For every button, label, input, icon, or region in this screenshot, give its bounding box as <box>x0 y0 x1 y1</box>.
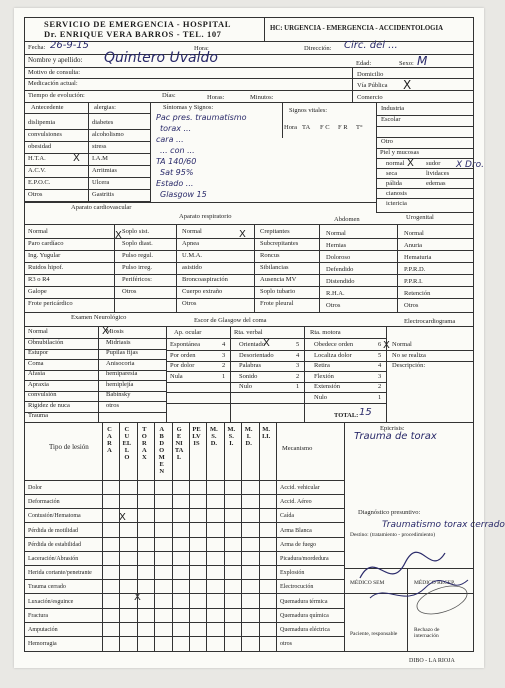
urog-item: Retención <box>404 290 431 297</box>
sintomas-note: Glasgow 15 <box>160 190 207 199</box>
antecedente-item: A.C.V. <box>28 167 46 174</box>
motivo-label: Motivo de consulta: <box>28 69 80 76</box>
row-rule <box>24 153 150 154</box>
glasgow-score: 2 <box>378 383 382 390</box>
sintomas-note: Estado ... <box>156 179 194 188</box>
antecedente-item: stress <box>92 143 107 150</box>
row-rule <box>24 537 344 538</box>
piel-item: sudor <box>426 160 441 167</box>
cardio-title: Aparato cardiovascular <box>71 204 132 211</box>
neuro-item: convulsión <box>28 391 57 398</box>
cardio-pulse-item: Pulso irreg. <box>122 264 152 271</box>
glasgow-motora: Nulo <box>314 393 327 401</box>
diag-label: Diagnóstico presuntivo: <box>358 509 421 516</box>
direccion-label: Dirección: <box>304 45 332 52</box>
row-rule <box>24 129 150 130</box>
abdomen-item: Doloroso <box>326 254 351 261</box>
paciente-label: Paciente, responsable <box>350 631 398 637</box>
row-rule <box>166 361 386 362</box>
resp-item: Apnea <box>182 240 199 247</box>
antecedente-item: diabetes <box>92 119 114 126</box>
lugar-item: Industria <box>381 105 405 112</box>
medico2-label: MÉDICO RECEP. <box>414 580 455 586</box>
glasgow-score: 1 <box>222 372 226 380</box>
piel-item: edemas <box>426 180 446 187</box>
row-rule <box>24 412 166 413</box>
cardio-item: Ruidos hipof. <box>28 264 64 271</box>
glasgow-motora: Flexión <box>314 372 334 380</box>
medicacion-label: Medicación actual: <box>28 80 78 87</box>
glasgow-h3: Rta. motora <box>310 329 341 336</box>
neuro-item: Apraxia <box>28 380 49 388</box>
lesion-row: Fractura <box>28 612 48 619</box>
row-rule <box>166 382 386 383</box>
urog-item: P.P.R.I. <box>404 278 423 285</box>
glasgow-score: 5 <box>296 341 300 348</box>
piel-item: normal <box>386 160 405 167</box>
sintomas-note: ... con ... <box>160 146 195 155</box>
resp-title: Aparato respiratorio <box>179 213 232 220</box>
vitales-col: TA <box>302 124 311 131</box>
antecedente-item: alcoholismo <box>92 131 124 138</box>
glasgow-ocular: Por dolor <box>170 362 195 369</box>
lesion-row: Hemorragia <box>28 641 57 648</box>
neuro-item: Rigidez de nuca <box>28 401 70 409</box>
cardio-pulse-item: Pulso regul. <box>122 252 154 259</box>
antecedente-item: Gastritis <box>92 191 115 198</box>
lesion-col-header: ABDOMEN <box>158 426 165 475</box>
row-rule <box>376 148 474 149</box>
glasgow-verbal: Sonido <box>239 372 258 380</box>
glasgow-score: 4 <box>222 341 226 348</box>
resp-item: Soplo tubario <box>260 288 296 295</box>
neuro-item: Afasia <box>28 370 45 377</box>
ecg-item: Descripción: <box>392 362 426 369</box>
neuro-item: Coma <box>28 359 44 367</box>
piel-title: Piel y mucosas <box>380 149 419 156</box>
resp-item: Broncoaspiración <box>182 276 228 283</box>
mecanismo-item: otros <box>280 641 292 648</box>
neuro-item: Babinsky <box>106 391 131 398</box>
vitales-col: T° <box>356 124 363 131</box>
row-rule <box>386 361 474 362</box>
glasgow-motora: Retira <box>314 362 330 369</box>
medico-label: MÉDICO SEM <box>350 580 385 586</box>
lesion-row: Herida cortante/penetrante <box>28 570 92 577</box>
glasgow-score: 3 <box>222 351 226 359</box>
neuro-item: Trauma <box>28 412 48 419</box>
glasgow-score: 2 <box>296 372 300 380</box>
cardio-item: Frote pericárdico <box>28 300 73 307</box>
row-rule <box>24 274 474 275</box>
tiempo-label: Tiempo de evolución: <box>28 92 85 99</box>
row-rule <box>24 262 474 263</box>
lesion-col-header: M.I.I. <box>261 426 271 440</box>
nombre-value: Quintero Uvaldo <box>104 50 218 66</box>
row-rule <box>166 371 386 372</box>
resp-item: Otros <box>182 300 197 307</box>
minutos-label: Minutos: <box>250 94 274 101</box>
glasgow-score: 1 <box>378 393 382 401</box>
mecanismo-item: Quemadura térmica <box>280 598 328 605</box>
mecanismo-item: Accid. vehicular <box>280 485 320 491</box>
abdomen-title: Abdomen <box>334 216 360 223</box>
cardio-item: Galope <box>28 288 47 295</box>
row-rule <box>24 579 344 580</box>
mecanismo-item: Picadura/mordedura <box>280 556 329 562</box>
row-rule <box>24 201 150 202</box>
row-rule <box>24 391 166 392</box>
urog-item: Anuria <box>404 242 423 249</box>
glasgow-ocular: Por orden <box>170 351 196 359</box>
glasgow-total-value: 15 <box>359 407 372 418</box>
antecedente-item: obesidad <box>28 143 52 150</box>
mecanismo-item: Caída <box>280 513 294 520</box>
resp-item: Sibilancias <box>260 264 289 271</box>
piel-item: ictericia <box>386 200 407 207</box>
lesion-row: Amputación <box>28 627 58 633</box>
lugar-item: Otro <box>381 138 393 145</box>
nombre-label: Nombre y apellido: <box>28 56 83 64</box>
ecg-item: Normal <box>392 341 412 348</box>
abdomen-item: Hernias <box>326 242 347 249</box>
sintomas-title: Síntomas y Signos: <box>163 104 214 111</box>
sexo-label: Sexo: <box>399 60 414 67</box>
urog-item: Normal <box>404 230 424 237</box>
resp-item: U.M.A. <box>182 252 203 259</box>
row-rule <box>24 551 344 552</box>
glasgow-verbal: Desorientado <box>239 351 274 359</box>
glasgow-verbal: Palabras <box>239 362 262 369</box>
direccion-value: Circ. del ... <box>344 40 398 51</box>
neuro-item: hemiparesia <box>106 370 138 377</box>
antecedente-item: convulsiones <box>28 131 62 138</box>
antecedente-item: Arritmias <box>92 167 117 174</box>
neuro-item: hemiplejía <box>106 380 134 388</box>
fecha-value: 26-9-15 <box>50 40 90 51</box>
lesion-row: Contusión/Hematoma <box>28 513 81 520</box>
urog-item: Otros <box>404 302 419 309</box>
cardio-pulse-item: Soplo diast. <box>122 240 153 247</box>
cardio-item: Ing. Yugular <box>28 252 61 259</box>
lesion-col-header: CARA <box>107 426 112 454</box>
row-rule <box>376 158 474 159</box>
lesion-col-header: M.S.I. <box>227 426 236 447</box>
row-rule <box>376 126 474 127</box>
glasgow-score: 1 <box>296 383 300 390</box>
row-rule <box>24 380 166 381</box>
row-rule <box>24 177 150 178</box>
hc-title: HC: URGENCIA - EMERGENCIA - ACCIDENTOLOGIA <box>270 25 444 32</box>
lesion-row: Pérdida de estabilidad <box>28 541 81 548</box>
row-rule <box>24 401 166 402</box>
row-rule <box>376 178 474 179</box>
neuro-item: Anisocoria <box>106 359 135 367</box>
via-label: Vía Pública <box>357 82 388 89</box>
lesion-col-header: GENITAL <box>174 426 184 461</box>
neuro-item: otros <box>106 401 119 409</box>
antecedente-item: dislipemia <box>28 119 56 126</box>
cardio-pulse-item: Soplo sist. <box>122 228 150 235</box>
domicilio-label: Domicilio <box>357 71 384 78</box>
row-rule <box>24 238 474 239</box>
diag-value: Traumatismo torax cerrado <box>382 520 505 530</box>
cardio-item: R3 o R4 <box>28 276 50 283</box>
abdomen-item: Distendido <box>326 278 355 285</box>
row-rule <box>376 168 474 169</box>
lesion-row: Trauma cerrado <box>28 584 66 591</box>
row-rule <box>24 250 474 251</box>
glasgow-score: 4 <box>296 351 300 359</box>
neuro-item: Estupor <box>28 349 49 356</box>
resp-normal-mark: X <box>239 229 246 240</box>
mecanismo-item: Accid. Aéreo <box>280 499 312 506</box>
mecanismo-item: Electrocución <box>280 584 314 591</box>
horas-label: Horas: <box>207 94 225 101</box>
epicrisis-value: Trauma de torax <box>354 431 437 442</box>
lesion-col-header: TORAX <box>141 426 147 461</box>
row-rule <box>166 350 386 351</box>
piel-item: lividaces <box>426 170 450 177</box>
abdomen-item: Defendido <box>326 266 354 273</box>
via-mark: X <box>403 78 412 92</box>
row-rule <box>376 188 474 189</box>
row-rule <box>24 338 166 339</box>
urog-item: P.P.R.D. <box>404 266 426 273</box>
glasgow-title: Escor de Glasgow del coma <box>194 317 267 324</box>
glasgow-score: 3 <box>378 372 382 380</box>
epicrisis-label: Epicrisis: <box>380 425 405 432</box>
neuro-item: Miosis <box>106 328 124 335</box>
mecanismo-title: Mecanismo <box>282 445 313 452</box>
row-rule <box>24 636 344 637</box>
mecanismo-item: Explosión <box>280 570 305 577</box>
piel-item: seca <box>386 170 398 177</box>
antecedente-item: Otros <box>28 191 43 198</box>
glasgow-score: 2 <box>222 362 226 369</box>
alergias-label: alergias: <box>94 104 116 111</box>
cardio-normal-mark: X <box>115 230 122 241</box>
lesion-title: Tipo de lesión <box>49 443 89 451</box>
destino-label: Destino: (tratamiento - procedimiento) <box>350 532 436 538</box>
glasgow-ocular: Espontánea <box>170 341 200 348</box>
neuro-title: Examen Neurológico <box>71 314 127 321</box>
torax-mark-1: X <box>119 512 126 523</box>
glasgow-total-label: TOTAL: <box>334 412 359 419</box>
row-rule <box>24 349 166 350</box>
vitales-col: F R <box>338 124 348 131</box>
antecedente-item: E.P.O.C. <box>28 179 51 186</box>
lesion-row: Deformación <box>28 499 60 506</box>
hta-mark: X <box>73 153 80 164</box>
sintomas-note: TA 140/60 <box>156 157 197 166</box>
antecedentes-title: Antecedente <box>31 104 64 111</box>
row-rule <box>24 494 344 495</box>
ecg-mark: X <box>383 340 390 351</box>
row-rule <box>166 392 386 393</box>
lugar-item: Escolar <box>381 116 401 123</box>
row-rule <box>376 198 474 199</box>
cardio-item: Normal <box>28 228 48 235</box>
mecanismo-item: Quemadura eléctrica <box>280 627 330 633</box>
glasgow-motora: Obedece orden <box>314 341 354 348</box>
resp-item: Roncus <box>260 252 280 259</box>
glasgow-motora: Extensión <box>314 383 340 390</box>
neuro-item: Obnubilación <box>28 338 64 346</box>
lesion-row: Pérdida de motilidad <box>28 527 78 534</box>
row-rule <box>24 522 344 523</box>
abdomen-item: R.H.A. <box>326 290 345 297</box>
row-rule <box>24 622 344 623</box>
header-line1: SERVICIO DE EMERGENCIA - HOSPITAL <box>44 19 232 29</box>
antecedente-item: Ulcera <box>92 179 110 186</box>
lesion-row: Dolor <box>28 485 42 491</box>
lesion-row: Luxación/esguince <box>28 598 74 605</box>
row-rule <box>24 565 344 566</box>
header-line2: Dr. ENRIQUE VERA BARROS - TEL. 107 <box>44 29 222 39</box>
piel-item: cianosis <box>386 190 407 197</box>
footer: DIBO - LA RIOJA <box>409 658 455 664</box>
neuro-item: Normal <box>28 328 48 335</box>
resp-item: Cuerpo extraño <box>182 288 223 295</box>
sintomas-note: Sat 95% <box>160 168 194 177</box>
glasgow-h1: Ap. ocular <box>174 329 202 336</box>
cardio-item: Paro cardíaco <box>28 240 64 247</box>
abdomen-item: Otros <box>326 302 341 309</box>
row-rule <box>24 141 150 142</box>
urog-item: Hematuria <box>404 254 432 261</box>
ecg-title: Electrocardiograma <box>404 318 456 325</box>
header-top-rule <box>24 17 474 18</box>
lesion-col-header: M.I.D. <box>244 426 253 447</box>
sintomas-note: torax ... <box>160 124 192 133</box>
glasgow-verbal: Orientado <box>239 341 265 348</box>
mecanismo-item: Arma de fuego <box>280 541 316 548</box>
vitales-col: Hora <box>284 124 297 131</box>
vitales-title: Signos vitales: <box>289 107 328 114</box>
row-rule <box>24 508 344 509</box>
mecanismo-item: Quemadura química <box>280 612 329 619</box>
abdomen-item: Normal <box>326 230 346 237</box>
lesion-col-header: CUELLO <box>122 426 132 461</box>
glasgow-motora: Localiza dolor <box>314 351 352 359</box>
piel-side-note: X Dro. <box>456 160 485 170</box>
urog-title: Urogenital <box>406 214 434 221</box>
neuro-item: Midriasis <box>106 338 131 346</box>
ecg-item: No se realiza <box>392 351 426 359</box>
cardio-pulse-item: Otros <box>122 288 137 295</box>
neuro-normal-mark: X <box>102 326 109 337</box>
row-rule <box>24 370 166 371</box>
row-rule <box>24 298 474 299</box>
row-rule <box>24 189 150 190</box>
resp-item: asistido <box>182 264 202 271</box>
row-rule <box>24 608 344 609</box>
glasgow-score: 4 <box>378 362 382 369</box>
resp-item: Subcrepitantes <box>260 240 299 247</box>
row-rule <box>24 593 344 594</box>
piel-item: pálida <box>386 180 402 187</box>
hora-label: Hora: <box>194 45 209 52</box>
piel-normal-mark: X <box>407 158 414 169</box>
lesion-col-header: PELVIS <box>192 426 201 447</box>
mecanismo-item: Arma Blanca <box>280 527 312 534</box>
cardio-pulse-item: Periféricos: <box>122 276 152 283</box>
glasgow-score: 5 <box>378 351 382 359</box>
dias-label: Días: <box>162 92 176 99</box>
glasgow-score: 6 <box>378 341 382 348</box>
lesion-row: Laceración/Abrasión <box>28 556 79 562</box>
emergency-form <box>14 8 505 668</box>
antecedente-item: I.A.M <box>92 155 108 162</box>
resp-item: Frote pleural <box>260 300 294 307</box>
verbal-mark: X <box>263 338 270 349</box>
lesion-col-header: M.S.D. <box>210 426 218 447</box>
row-rule <box>166 403 386 404</box>
row-rule <box>376 137 474 138</box>
row-rule <box>24 165 150 166</box>
edad-label: Edad: <box>356 60 372 67</box>
row-rule <box>24 359 166 360</box>
sintomas-note: Pac pres. traumatismo <box>156 113 247 122</box>
neuro-item: Pupilas fijas <box>106 349 138 356</box>
vitales-col: F C <box>320 124 330 131</box>
torax-mark-2: X <box>134 592 141 603</box>
signature-stamp <box>350 538 474 618</box>
glasgow-score: 3 <box>296 362 300 369</box>
antecedente-item: H.T.A. <box>28 155 46 162</box>
resp-item: Crepitantes <box>260 228 290 235</box>
row-rule <box>386 350 474 351</box>
glasgow-verbal: Nulo <box>239 383 252 390</box>
rechazo-label: Rechazo de internación <box>414 627 440 639</box>
sexo-value: M <box>417 54 428 68</box>
glasgow-ocular: Nula <box>170 372 183 380</box>
row-rule <box>376 115 474 116</box>
row-rule <box>24 286 474 287</box>
resp-item: Ausencia MV <box>260 276 297 283</box>
sintomas-note: cara ... <box>156 135 184 144</box>
comercio-label: Comercio <box>357 94 383 101</box>
glasgow-h2: Rta. verbal <box>234 329 263 336</box>
fecha-label: Fecha: <box>28 44 46 51</box>
resp-item: Normal <box>182 228 202 235</box>
